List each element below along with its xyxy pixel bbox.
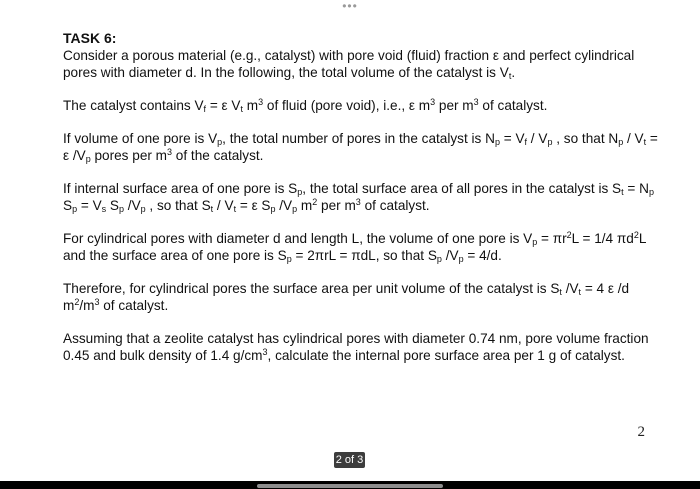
paragraph-pore-count: If volume of one pore is $V_p$, the total number of pores in the catalyst is $N_p = V_f / V_p$ , so that $N_p / V_t = \varepsilon$ $/V_p$ pores per $m^3$ of the catalyst. — [63, 131, 658, 164]
paragraph-question: Assuming that a zeolite catalyst has cylindrical pores with diameter 0.74 nm, pore volume fraction 0.45 and bulk density of 1.4 $g/cm^3$, calculate the internal pore surface area per 1 g of catalyst. — [63, 331, 649, 363]
paragraph-surface-area: If internal surface area of one pore is $S_p$, the total surface area of all pores in the catalyst is $S_t = N_p$ $S_p = V_s$ $S_p$ $/V_p$ , so that $S_t / V_t = \varepsilon$ $S_p$ $/V_p$ $m^2$ per $m^3$ of catalyst. — [63, 181, 654, 214]
drag-handle-icon[interactable]: ••• — [342, 0, 358, 13]
paragraph-cylindrical-pores: For cylindrical pores with diameter d and length L, the volume of one pore is $V_p = \pi r^2L = 1/4$ $\pi d^2L$ and the surface area of one pore is $S_p = 2\pi rL = \pi dL$, so that $S_p$ $/V_p = 4/d$. — [63, 230, 646, 264]
document-page — [63, 30, 663, 380]
task-heading: TASK 6: — [63, 30, 117, 46]
page-indicator-badge: 2 of 3 — [335, 454, 364, 466]
paragraph-fluid-volume: The catalyst contains $V_f = \varepsilon$ $V_t$ $m^3$ of fluid (pore void), i.e., ε $m^3$ per $m^3$ of catalyst. — [63, 97, 548, 114]
page-number: 2 — [637, 424, 645, 440]
home-indicator[interactable] — [257, 484, 443, 488]
bottom-bar — [0, 481, 700, 489]
paragraph-intro: Consider a porous material (e.g., catalyst) with pore void (fluid) fraction ε and perfect cylindrical pores with diameter d. In the following, the total volume of the catalyst is $V_t$. — [63, 48, 635, 81]
paragraph-therefore: Therefore, for cylindrical pores the surface area per unit volume of the catalyst is $S_t$ $/V_t = 4$ ε /d $m^2/m^3$ of catalyst. — [63, 281, 630, 313]
